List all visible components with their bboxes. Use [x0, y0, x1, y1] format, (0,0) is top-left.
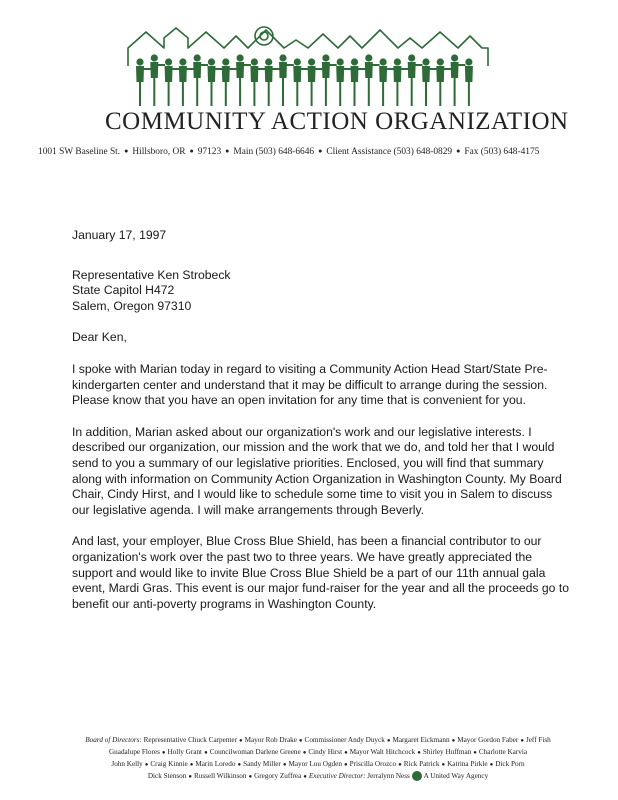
- person-figure-icon: [408, 62, 416, 106]
- person-figure-icon: [322, 54, 329, 61]
- recipient-city-line: Salem, Oregon 97310: [72, 298, 192, 313]
- board-member-name: Sandy Miller: [243, 760, 281, 768]
- letter-body: [72, 228, 572, 628]
- board-label: Board of Directors:: [85, 736, 142, 744]
- person-figure-icon: [451, 54, 458, 61]
- board-member-name: Craig Kinnie: [150, 760, 188, 768]
- bullet-icon: ●: [225, 147, 230, 155]
- recipient-address-line: State Capitol H472: [72, 283, 175, 298]
- person-figure-icon: [379, 66, 387, 106]
- person-figure-icon: [208, 66, 216, 106]
- person-figure-icon: [179, 58, 186, 65]
- board-member-name: Margaret Eickmann: [392, 736, 450, 744]
- footer-line: [48, 771, 588, 783]
- bullet-icon: ●: [188, 774, 192, 780]
- person-figure-icon: [150, 62, 158, 106]
- paragraph: I spoke with Marian today in regard to visiting a Community Action Head Start/State Pre-kindergarten center and understand that it may be difficult to arrange during the session. Please know that you have an open invitation for any time that is convenient for you.: [72, 361, 548, 408]
- board-member-name: Representative Chuck Carpenter: [143, 736, 237, 744]
- person-figure-icon: [222, 58, 229, 65]
- letterhead-address: [38, 147, 598, 157]
- paragraph: In addition, Marian asked about our organization's work and our legislative interests. I described our organization, our mission and the work that we do, and told her that I would send to you a summary of our legislative priorities. Enclosed, you will find that summary along with information on Community Action Organization in Washington County. My Board Chair, Cindy Hirst, and I would like to schedule some time to visit you in Salem to discuss our legislative agenda. I will make arrangements through Beverly.: [72, 424, 562, 517]
- paragraph: And last, your employer, Blue Cross Blue Shield, has been a financial contributor to our organization's work over the past two to three years. We have greatly appreciated the support and would like to invite Blue Cross Blue Shield be a part of our 11th annual gala event, Mardi Gras. This event is our major fund-raiser for the year and all the proceeds go to benefit our anti-poverty programs in Washington County.: [72, 534, 569, 611]
- person-figure-icon: [279, 62, 287, 106]
- person-figure-icon: [250, 66, 258, 106]
- board-member-name: Katrina Pirkle: [447, 760, 488, 768]
- bullet-icon: ●: [302, 750, 307, 756]
- bullet-icon: ●: [398, 762, 402, 768]
- person-figure-icon: [179, 66, 187, 106]
- bullet-icon: ●: [189, 147, 194, 155]
- person-figure-icon: [380, 58, 387, 65]
- board-member-name: Charlotte Karvia: [478, 748, 528, 756]
- board-member-name: Cindy Hirst: [308, 748, 343, 756]
- board-member-name: Rick Patrick: [403, 760, 440, 768]
- board-member-name: Councilwoman Darlene Greene: [209, 748, 301, 756]
- person-figure-icon: [165, 66, 173, 106]
- person-figure-icon: [422, 58, 429, 65]
- person-figure-icon: [236, 62, 244, 106]
- person-figure-icon: [237, 54, 244, 61]
- bullet-icon: ●: [237, 762, 242, 768]
- bullet-icon: ●: [456, 147, 461, 155]
- bullet-icon: ●: [343, 762, 348, 768]
- bullet-icon: ●: [161, 750, 166, 756]
- person-figure-icon: [451, 62, 459, 106]
- board-member-name: Holly Grant: [167, 748, 203, 756]
- person-figure-icon: [265, 58, 272, 65]
- person-figure-icon: [365, 62, 373, 106]
- person-figure-icon: [251, 58, 258, 65]
- person-figure-icon: [222, 66, 230, 106]
- salutation: Dear Ken,: [72, 330, 127, 345]
- person-figure-icon: [336, 66, 344, 106]
- bullet-icon: ●: [189, 762, 194, 768]
- executive-director-name: Jerralynn Ness: [367, 772, 410, 780]
- board-member-name: Mayor Lou Ogden: [288, 760, 342, 768]
- person-figure-icon: [322, 62, 330, 106]
- united-way-logo-icon: [412, 771, 422, 781]
- bullet-icon: ●: [489, 762, 494, 768]
- bullet-icon: ●: [248, 774, 253, 780]
- person-figure-icon: [408, 54, 415, 61]
- address-fax: Fax (503) 648-4175: [464, 147, 540, 157]
- board-member-name: Dick Stenson: [147, 772, 187, 780]
- person-figure-icon: [293, 66, 301, 106]
- address-client-phone: Client Assistance (503) 648-0829: [326, 147, 453, 157]
- bullet-icon: ●: [451, 738, 456, 744]
- person-figure-icon: [265, 66, 273, 106]
- person-figure-icon: [136, 58, 143, 65]
- person-figure-icon: [193, 62, 201, 106]
- board-member-name: Mayor Gordon Faber: [457, 736, 519, 744]
- person-figure-icon: [437, 58, 444, 65]
- united-way-label: A United Way Agency: [423, 772, 489, 780]
- person-figure-icon: [422, 66, 430, 106]
- person-figure-icon: [136, 66, 144, 106]
- bullet-icon: ●: [282, 762, 287, 768]
- executive-director-label: Executive Director:: [308, 772, 366, 780]
- bullet-icon: ●: [298, 738, 303, 744]
- board-member-name: Guadalupe Flores: [108, 748, 160, 756]
- person-figure-icon: [294, 58, 301, 65]
- bullet-icon: ●: [124, 147, 129, 155]
- footer-line: [48, 747, 588, 759]
- footer-line: [48, 735, 588, 747]
- footer-names-4: [148, 772, 301, 780]
- bullet-icon: ●: [239, 738, 243, 744]
- person-figure-icon: [165, 58, 172, 65]
- bullet-icon: ●: [318, 147, 323, 155]
- recipient-name: Representative Ken Strobeck: [72, 267, 231, 282]
- board-member-name: Marin Loredo: [195, 760, 236, 768]
- board-member-name: Commissioner Andy Duyck: [304, 736, 385, 744]
- person-figure-icon: [365, 54, 372, 61]
- person-figure-icon: [337, 58, 344, 65]
- address-zip: 97123: [197, 147, 222, 157]
- person-figure-icon: [279, 54, 286, 61]
- footer-line: [48, 759, 588, 771]
- person-figure-icon: [393, 66, 401, 106]
- bullet-icon: ●: [441, 762, 446, 768]
- person-figure-icon: [208, 58, 215, 65]
- address-city: Hillsboro, OR: [132, 147, 186, 157]
- person-figure-icon: [465, 66, 473, 106]
- address-street: 1001 SW Baseline St.: [38, 147, 121, 157]
- board-member-name: Shirley Huffman: [422, 748, 472, 756]
- address-main-phone: Main (503) 648-6646: [233, 147, 315, 157]
- board-member-name: John Kelly: [111, 760, 143, 768]
- person-figure-icon: [308, 66, 316, 106]
- footer-names-1: [144, 736, 551, 744]
- person-figure-icon: [436, 66, 444, 106]
- person-figure-icon: [351, 66, 359, 106]
- person-figure-icon: [351, 58, 358, 65]
- bullet-icon: ●: [204, 750, 208, 756]
- board-member-name: Mayor Rob Drake: [244, 736, 297, 744]
- bullet-icon: ●: [303, 774, 307, 780]
- bullet-icon: ●: [144, 762, 149, 768]
- person-figure-icon: [308, 58, 315, 65]
- bullet-icon: ●: [344, 750, 348, 756]
- bullet-icon: ●: [417, 750, 421, 756]
- board-member-name: Priscilla Orozco: [349, 760, 397, 768]
- bullet-icon: ●: [473, 750, 477, 756]
- board-member-name: Dick Porn: [495, 760, 525, 768]
- letter-date: January 17, 1997: [72, 228, 167, 242]
- person-figure-icon: [151, 54, 158, 61]
- person-figure-icon: [394, 58, 401, 65]
- recipient-block: [72, 268, 572, 315]
- person-figure-icon: [465, 58, 472, 65]
- board-member-name: Mayor Walt Hitchcock: [349, 748, 416, 756]
- board-member-name: Gregory Zuffrea: [254, 772, 302, 780]
- person-figure-icon: [194, 54, 201, 61]
- board-of-directors-footer: [48, 735, 588, 783]
- org-logo: [118, 18, 498, 108]
- board-member-name: Jeff Fish: [525, 736, 551, 744]
- bullet-icon: ●: [386, 738, 391, 744]
- bullet-icon: ●: [520, 738, 524, 744]
- organization-name: COMMUNITY ACTION ORGANIZATION: [105, 108, 569, 135]
- board-member-name: Russell Wilkinson: [193, 772, 247, 780]
